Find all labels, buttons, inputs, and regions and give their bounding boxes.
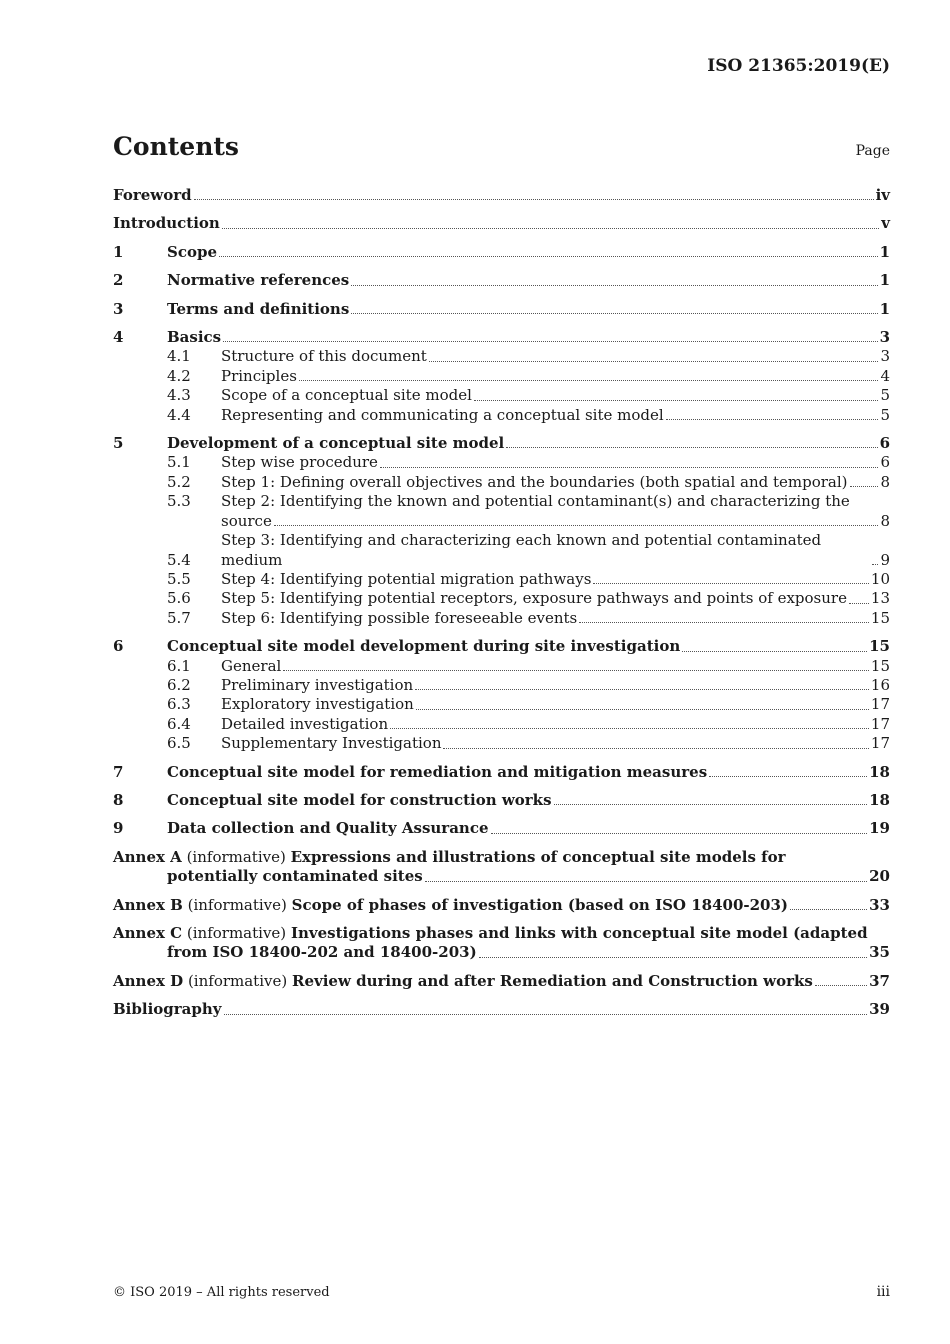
dot-leader (709, 775, 867, 777)
toc-page-number: 3 (879, 328, 890, 347)
toc-page-number: 13 (870, 589, 890, 608)
toc-entry-title: Conceptual site model for construction works (167, 790, 552, 809)
clause-number: 5 (113, 434, 124, 453)
toc-entry-bibliography[interactable] (113, 1000, 890, 1019)
toc-entry-7[interactable] (113, 763, 890, 782)
toc-entry-5-4[interactable] (113, 531, 890, 570)
dot-leader (415, 688, 869, 690)
page-title: Contents (113, 132, 240, 161)
toc-page-number: 18 (869, 790, 890, 809)
document-id: ISO 21365:2019(E) (707, 56, 890, 76)
copyright-notice: © ISO 2019 – All rights reserved (113, 1285, 330, 1300)
dot-leader (850, 485, 879, 487)
toc-entry-6-2[interactable] (113, 676, 890, 695)
dot-leader (299, 379, 879, 381)
toc-page-number: iv (875, 186, 890, 204)
toc-page-number: 15 (870, 608, 890, 627)
clause-number: 2 (113, 271, 124, 290)
toc-entry-5-1[interactable] (113, 453, 890, 472)
toc-page-number: 1 (879, 299, 890, 318)
clause-number: 3 (113, 299, 124, 318)
subclause-number: 6.3 (167, 695, 191, 714)
dot-leader (474, 399, 879, 401)
subclause-number: 5.7 (167, 608, 191, 627)
annex-title-line2: from ISO 18400-202 and 18400-203) (167, 943, 477, 962)
toc-page-number: 1 (879, 242, 890, 261)
toc-entry-title-line2: source (221, 511, 272, 530)
toc-entry-5-5[interactable] (113, 570, 890, 589)
dot-leader (506, 446, 877, 448)
toc-entry-annex-c[interactable] (113, 924, 890, 963)
toc-page-number: 5 (880, 405, 890, 424)
toc-entry-annex-a[interactable] (113, 848, 890, 887)
annex-type: (informative) (187, 895, 287, 914)
subclause-number: 5.3 (167, 492, 191, 511)
toc-entry-title: Exploratory investigation (221, 695, 414, 714)
annex-title-line2: potentially contaminated sites (167, 867, 423, 886)
toc-entry-4-4[interactable] (113, 406, 890, 425)
dot-leader (593, 582, 869, 584)
toc-page-number: 35 (869, 943, 890, 962)
dot-leader (849, 602, 869, 604)
toc-entry-title: Scope of a conceptual site model (221, 386, 472, 405)
toc-entry-title: Step 4: Identifying potential migration pathways (221, 569, 592, 588)
annex-type: (informative) (186, 924, 287, 942)
toc-entry-title: Development of a conceptual site model (167, 434, 505, 453)
subclause-number: 6.2 (167, 675, 191, 694)
toc-page-number: 39 (869, 1000, 890, 1019)
toc-page-number: 19 (869, 819, 890, 838)
dot-leader (219, 255, 878, 257)
toc-page-number: 8 (880, 472, 890, 491)
toc-entry-title: Principles (221, 366, 297, 385)
dot-leader (790, 908, 867, 910)
dot-leader (872, 563, 878, 565)
annex-title: Scope of phases of investigation (based on ISO 18400-203) (291, 895, 789, 914)
toc-entry-title: Step wise procedure (221, 453, 378, 472)
toc-entry-9[interactable] (113, 819, 890, 838)
subclause-number: 6.5 (167, 734, 191, 753)
toc-page-number: 16 (870, 675, 890, 694)
annex-label: Annex A (113, 847, 182, 866)
toc-entry-6-5[interactable] (113, 734, 890, 753)
dot-leader (351, 284, 877, 286)
toc-entry-5-6[interactable] (113, 589, 890, 608)
toc-entry-title: Bibliography (113, 1000, 222, 1019)
toc-entry-title: Normative references (167, 271, 350, 290)
dot-leader (666, 418, 879, 420)
subclause-number: 4.1 (167, 347, 191, 366)
annex-label: Annex D (113, 971, 184, 990)
toc-page-number: 33 (869, 895, 890, 914)
toc-entry-5-3[interactable] (113, 492, 890, 531)
toc-entry-3[interactable] (113, 300, 890, 319)
dot-leader (380, 466, 879, 468)
toc-page-number: 37 (869, 971, 890, 990)
toc-page-number: 6 (879, 434, 890, 453)
toc-page-number: 5 (880, 386, 890, 405)
dot-leader (194, 198, 874, 200)
toc-entry-title: Detailed investigation (221, 714, 389, 733)
toc-page-number: v (881, 214, 890, 233)
toc-page-number: 17 (870, 734, 890, 753)
toc-entry-introduction[interactable] (113, 214, 890, 233)
subclause-number: 5.6 (167, 589, 191, 608)
dot-leader (479, 956, 867, 958)
toc-page-number: 1 (879, 271, 890, 290)
dot-leader (224, 1013, 868, 1015)
dot-leader (283, 669, 869, 671)
toc-page-number: 17 (870, 695, 890, 714)
toc-entry-6-1[interactable] (113, 657, 890, 676)
toc-entry-5[interactable] (113, 434, 890, 453)
toc-entry-title-line1: Step 2: Identifying the known and potential contaminant(s) and characterizing the (221, 492, 850, 511)
toc-entry-title: Step 1: Defining overall objectives and the boundaries (both spatial and temporal) (221, 472, 848, 491)
toc-entry-4-3[interactable] (113, 386, 890, 405)
toc-entry-4[interactable] (113, 328, 890, 347)
subclause-number: 6.1 (167, 656, 191, 675)
dot-leader (351, 312, 877, 314)
dot-leader (274, 524, 879, 526)
dot-leader (223, 340, 877, 342)
toc-entry-title: Step 5: Identifying potential receptors, exposure pathways and points of exposure (221, 589, 847, 608)
toc-entry-5-2[interactable] (113, 473, 890, 492)
annex-type: (informative) (187, 971, 288, 990)
clause-number: 9 (113, 819, 124, 838)
annex-title: Review during and after Remediation and Construction works (292, 971, 813, 990)
toc-entry-title: Conceptual site model for remediation and mitigation measures (167, 762, 708, 781)
dot-leader (429, 360, 879, 362)
toc-entry-title: Structure of this document (221, 347, 427, 366)
toc-entry-title: Representing and communicating a conceptual site model (221, 405, 664, 424)
toc-page-number: 4 (880, 366, 890, 385)
toc-entry-6-3[interactable] (113, 695, 890, 714)
subclause-number: 5.5 (167, 569, 191, 588)
toc-page-number: 6 (880, 453, 890, 472)
dot-leader (443, 747, 868, 749)
subclause-number: 5.1 (167, 453, 191, 472)
dot-leader (491, 832, 868, 834)
dot-leader (222, 227, 879, 229)
toc-entry-4-2[interactable] (113, 367, 890, 386)
page-number: iii (876, 1284, 890, 1300)
toc-entry-title: Terms and definitions (167, 299, 350, 318)
toc-page-number: 15 (869, 637, 890, 656)
toc-entry-6-4[interactable] (113, 715, 890, 734)
toc-entry-1[interactable] (113, 243, 890, 262)
toc-entry-title: General (221, 656, 282, 675)
toc-page-number: 3 (880, 347, 890, 366)
clause-number: 7 (113, 762, 124, 781)
subclause-number: 5.2 (167, 472, 191, 491)
toc-page-number: 18 (869, 762, 890, 781)
toc-entry-title: Scope (167, 242, 218, 261)
toc-page-number: 8 (880, 511, 890, 530)
toc-entry-annex-d[interactable] (113, 972, 890, 991)
toc-page-number: 10 (870, 569, 890, 588)
toc-entry-6[interactable] (113, 637, 890, 656)
toc-entry-2[interactable] (113, 271, 890, 290)
annex-label: Annex C (113, 924, 183, 942)
subclause-number: 6.4 (167, 714, 191, 733)
dot-leader (815, 984, 867, 986)
toc-entry-8[interactable] (113, 791, 890, 810)
annex-title-line1: Expressions and illustrations of conceptual site models for (290, 847, 786, 866)
toc-entry-title: Foreword (113, 186, 192, 204)
toc-entry-5-7[interactable] (113, 609, 890, 628)
toc-page-number: 9 (880, 550, 890, 569)
dot-leader (579, 621, 869, 623)
annex-title-line1: Investigations phases and links with conceptual site model (adapted (290, 924, 868, 942)
dot-leader (416, 708, 869, 710)
page-column-label: Page (855, 143, 890, 159)
toc-page-number: 15 (870, 656, 890, 675)
dot-leader (425, 880, 867, 882)
subclause-number: 4.3 (167, 386, 191, 405)
toc-entry-title: Step 6: Identifying possible foreseeable events (221, 608, 578, 627)
toc-entry-4-1[interactable] (113, 347, 890, 366)
toc-entry-title: Step 3: Identifying and characterizing each known and potential contaminated medium (221, 531, 822, 569)
toc-entry-annex-b[interactable] (113, 896, 890, 915)
dot-leader (682, 650, 867, 652)
clause-number: 4 (113, 328, 124, 347)
toc-page-number: 20 (869, 867, 890, 886)
toc-page-number: 17 (870, 714, 890, 733)
toc-entry-title: Conceptual site model development during site investigation (167, 637, 681, 656)
toc-entry-title: Supplementary Investigation (221, 734, 442, 753)
subclause-number: 5.4 (167, 550, 191, 569)
dot-leader (390, 727, 869, 729)
toc-entry-title: Basics (167, 328, 222, 347)
subclause-number: 4.2 (167, 366, 191, 385)
clause-number: 6 (113, 637, 124, 656)
clause-number: 1 (113, 242, 124, 261)
clause-number: 8 (113, 790, 124, 809)
toc-entry-title: Data collection and Quality Assurance (167, 819, 489, 838)
subclause-number: 4.4 (167, 405, 191, 424)
toc-entry-foreword[interactable] (113, 186, 890, 205)
toc-entry-title: Preliminary investigation (221, 675, 414, 694)
annex-type: (informative) (186, 847, 286, 866)
dot-leader (554, 803, 868, 805)
toc-entry-title: Introduction (113, 214, 220, 233)
table-of-contents (113, 186, 890, 1020)
annex-label: Annex B (113, 895, 183, 914)
